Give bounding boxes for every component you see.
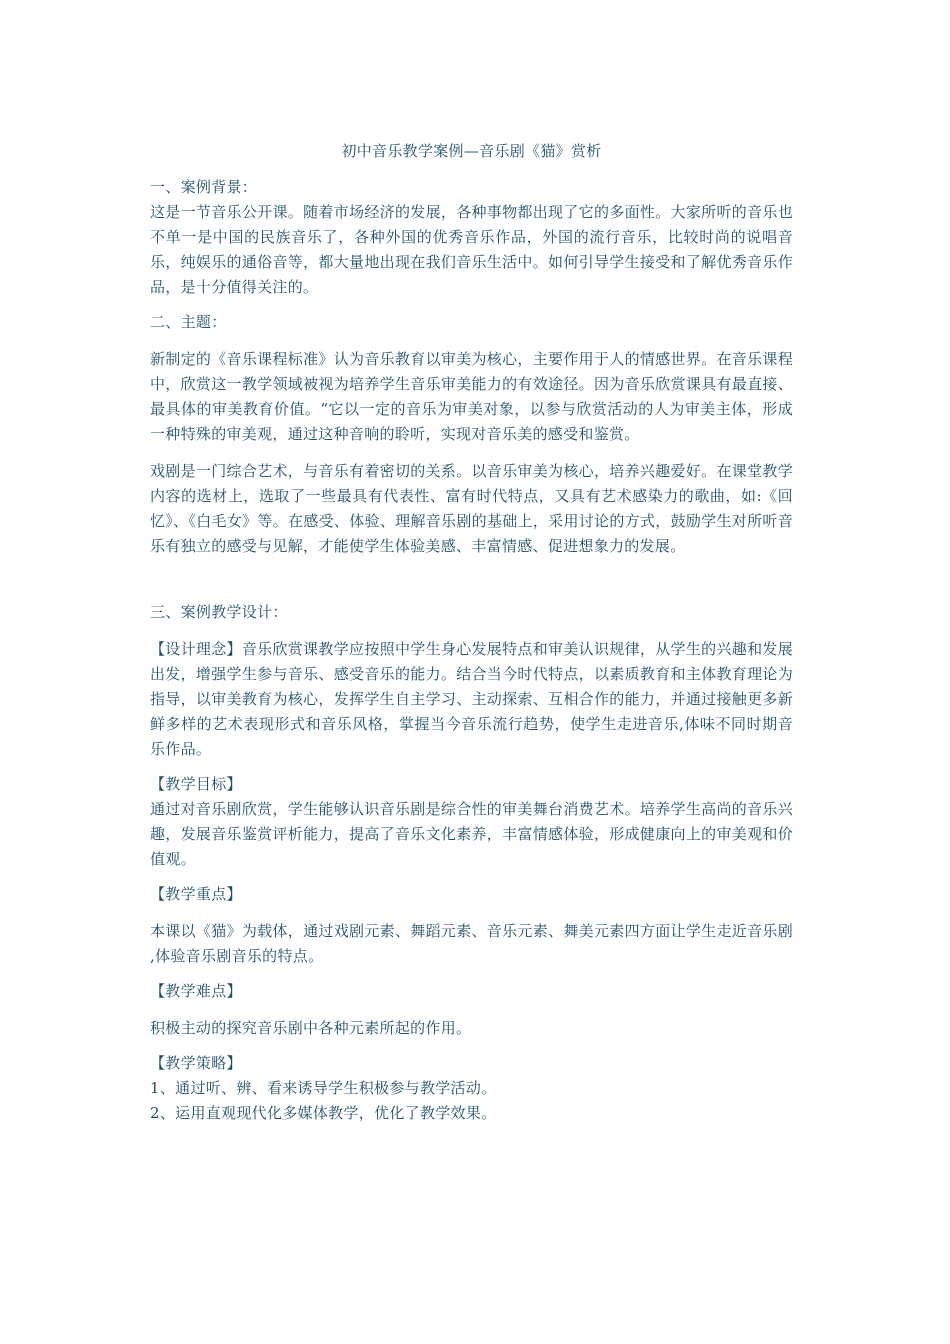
section-3-heading: 三、案例教学设计： xyxy=(150,603,288,621)
section-1-heading: 一、案例背景： xyxy=(150,178,258,196)
section-2-paragraph-1: 新制定的《音乐课程标准》认为音乐教育以审美为核心，主要作用于人的情感世界。在音乐课程中，欣赏这一教学领域被视为培养学生音乐审美能力的有效途径。因为音乐欣赏课具有最直接、最具体的审美教育价值。“它以一定的音乐为审美对象，以参与欣赏活动的人为审美主体，形成一种特殊的审美观，通过这种音响的聆听，实现对音乐美的感受和鉴赏。 xyxy=(150,350,793,443)
section-2-heading: 二、主题： xyxy=(150,313,227,331)
strategy-item-1: 1、通过听、辨、看来诱导学生积极参与教学活动。 xyxy=(150,1079,497,1097)
design-concept-paragraph: 【设计理念】音乐欣赏课教学应按照中学生身心发展特点和审美认识规律，从学生的兴趣和发展出发，增强学生参与音乐、感受音乐的能力。结合当今时代特点，以素质教育和主体教育理论为指导，以审美教育为核心，发挥学生自主学习、主动探索、互相合作的能力，并通过接触更多新鲜多样的艺术表现形式和音乐风格，掌握当今音乐流行趋势，使学生走进音乐,体味不同时期音乐作品。 xyxy=(150,640,793,758)
teaching-goal-body: 通过对音乐剧欣赏，学生能够认识音乐剧是综合性的审美舞台消费艺术。培养学生高尚的音乐兴趣，发展音乐鉴赏评析能力，提高了音乐文化素养，丰富情感体验，形成健康向上的审美观和价值观。 xyxy=(150,800,793,868)
teaching-difficulty-body: 积极主动的探究音乐剧中各种元素所起的作用。 xyxy=(150,1019,472,1037)
teaching-focus-body: 本课以《猫》为载体，通过戏剧元素、舞蹈元素、音乐元素、舞美元素四方面让学生走近音乐剧 ,体验音乐剧音乐的特点。 xyxy=(150,922,793,965)
teaching-goal-label: 【教学目标】 xyxy=(150,775,242,793)
teaching-focus-label: 【教学重点】 xyxy=(150,885,242,903)
strategy-item-2: 2、运用直观现代化多媒体教学，优化了教学效果。 xyxy=(150,1104,497,1122)
teaching-strategy-label: 【教学策略】 xyxy=(150,1054,242,1072)
section-1-body: 这是一节音乐公开课。随着市场经济的发展，各种事物都出现了它的多面性。大家所听的音乐也不单一是中国的民族音乐了，各种外国的优秀音乐作品，外国的流行音乐，比较时尚的说唱音乐，纯娱乐的通俗音等，都大量地出现在我们音乐生活中。如何引导学生接受和了解优秀音乐作品，是十分值得关注的。 xyxy=(150,203,793,296)
section-2-paragraph-2: 戏剧是一门综合艺术，与音乐有着密切的关系。以音乐审美为核心，培养兴趣爱好。在课堂教学内容的选材上，选取了一些最具有代表性、富有时代特点，又具有艺术感染力的歌曲，如:《回忆》、《白毛女》等。在感受、体验、理解音乐剧的基础上，采用讨论的方式，鼓励学生对所听音乐有独立的感受与见解，才能使学生体验美感、丰富情感、促进想象力的发展。 xyxy=(150,462,793,555)
teaching-difficulty-label: 【教学难点】 xyxy=(150,982,242,1000)
document-page xyxy=(150,138,793,1126)
document-title: 初中音乐教学案例—音乐剧《猫》赏析 xyxy=(341,142,602,160)
